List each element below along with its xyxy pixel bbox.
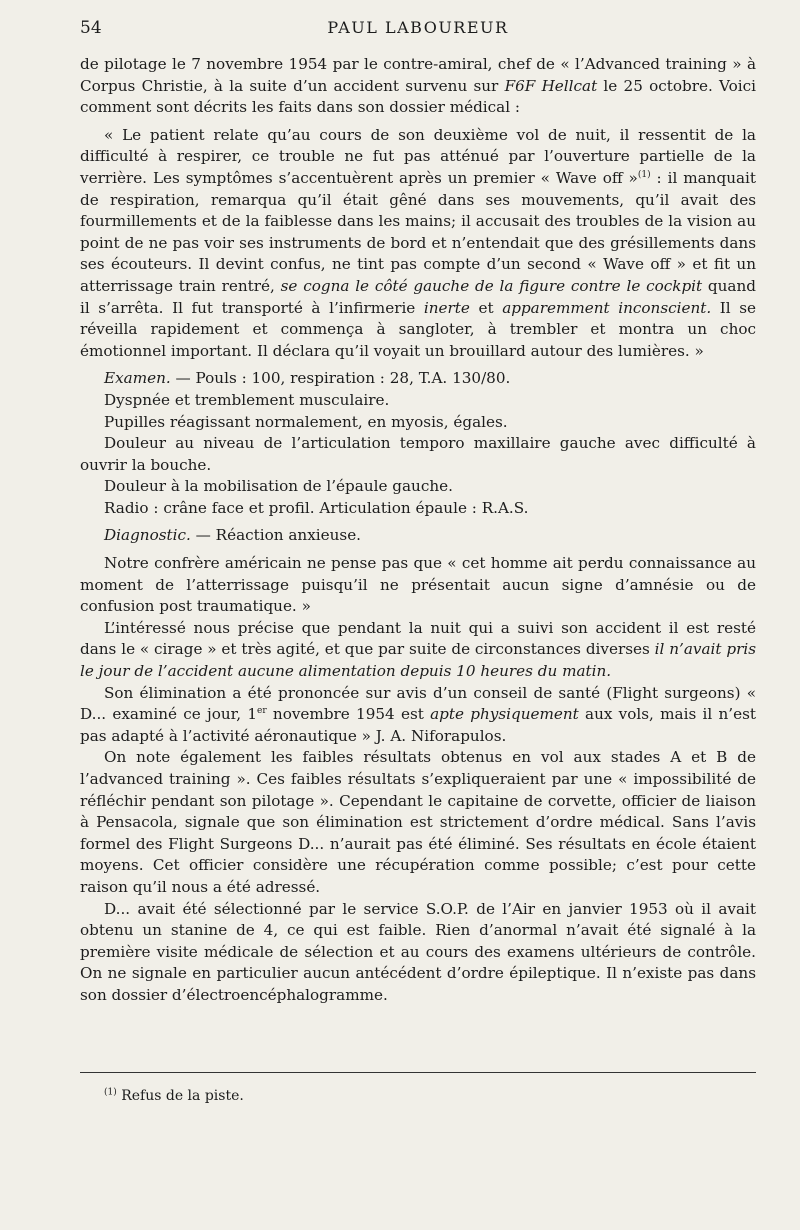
exam-line: Radio : crâne face et profil. Articulation épaule : R.A.S. — [104, 498, 529, 517]
page-header — [80, 18, 756, 48]
footnote: $^{(1)}$ Refus de la piste. — [104, 1087, 244, 1104]
paragraph-3: Notre confrère américain ne pense pas que « cet homme ait perdu connaissance au moment de l’atterrissage puisqu’il ne présentait aucun signe d’amnésie ou de confusion post traumatique. » — [80, 554, 756, 616]
paragraph-5: Son élimination a été prononcée sur avis d’un conseil de santé (Flight surgeons) « D... examiné ce jour, 1er novembre 1954 est apte physiquement aux vols, mais il n’est pas adapté à l’activité aéronautique » J. A. Niforapulos. — [80, 683, 756, 745]
paragraph-2-quote: « Le patient relate qu’au cours de son deuxième vol de nuit, il ressentit de la difficulté à respirer, ce trouble ne fut pas atténué par l’ouverture partielle de la verrière. Les symptômes s’accentuèrent après un premier « Wave off »$^{(1)}$ : il manquait de respiration, remarqua qu’il était gêné dans ses mouvements, qu’il avait des fourmillements et de la faiblesse dans les mains; il accusait des troubles de la vision au point de ne pas voir ses instruments de bord et n’entendait que des grésillements dans ses écouteurs. Il devint confus, ne tint pas compte d’un second « Wave off » et fit un atterrissage train rentré, se cogna le côté gauche de la figure contre le cockpit quand il s’arrêta. Il fut transporté à l’infirmerie inerte et apparemment inconscient. Il se réveilla rapidement et commença à sangloter, à trembler et montra un choc émotionnel important. Il déclara qu’il voyait un brouillard autour des lumières. » — [80, 125, 757, 360]
footnote-divider — [80, 1072, 756, 1073]
footnote-marker: (1) — [104, 1087, 117, 1098]
diagnostic-line: Diagnostic. — Réaction anxieuse. — [104, 526, 362, 545]
examination-block — [80, 368, 756, 519]
exam-line: Examen. — Pouls : 100, respiration : 28, T.A. 130/80. — [104, 369, 511, 388]
paragraph-1: de pilotage le 7 novembre 1954 par le contre-amiral, chef de « l’Advanced training » à Corpus Christie, à la suite d’un accident survenu sur F6F Hellcat le 25 octobre. Voici comment sont décrits les faits dans son dossier médical : — [80, 55, 756, 117]
paragraph-4: L’intéressé nous précise que pendant la nuit qui a suivi son accident il est resté dans le « cirage » et très agité, et que par suite de circonstances diverses il n’avait pris le jour de l’accident aucune alimentation depuis 10 heures du matin. — [80, 618, 756, 681]
exam-line: Pupilles réagissant normalement, en myosis, égales. — [104, 412, 508, 431]
exam-line: Douleur à la mobilisation de l’épaule gauche. — [104, 477, 453, 496]
exam-line: Douleur au niveau de l’articulation temporo maxillaire gauche avec difficulté à ouvrir la bouche. — [80, 434, 756, 474]
page-body — [80, 54, 756, 1007]
running-head: PAUL LABOUREUR — [327, 18, 509, 37]
paragraph-7: D... avait été sélectionné par le service S.O.P. de l’Air en janvier 1953 où il avait obtenu un stanine de 4, ce qui est faible. Rien d’anormal n’avait été signalé à la première visite médicale de sélection et au cours des examens ultérieurs de contrôle. On ne signale en particulier aucun antécédent d’ordre épileptique. Il n’existe pas dans son dossier d’électroencéphalogramme. — [80, 899, 756, 1004]
footnote-ref: (1) — [637, 169, 651, 180]
exam-line: Dyspnée et tremblement musculaire. — [104, 390, 390, 409]
paragraph-6: On note également les faibles résultats obtenus en vol aux stades A et B de l’advanced training ». Ces faibles résultats s’expliqueraient par une « impossibilité de réfléchir pendant son pilotage ». Cependant le capitaine de corvette, officier de liaison à Pensacola, signale que son élimination est strictement d’ordre médical. Sans l’avis formel des Flight Surgeons D... n’aurait pas été éliminé. Ses résultats en école étaient moyens. Cet officier considère une récupération comme possible; c’est pour cette raison qu’il nous a été adressé. — [80, 748, 756, 896]
page-number: 54 — [80, 18, 102, 38]
